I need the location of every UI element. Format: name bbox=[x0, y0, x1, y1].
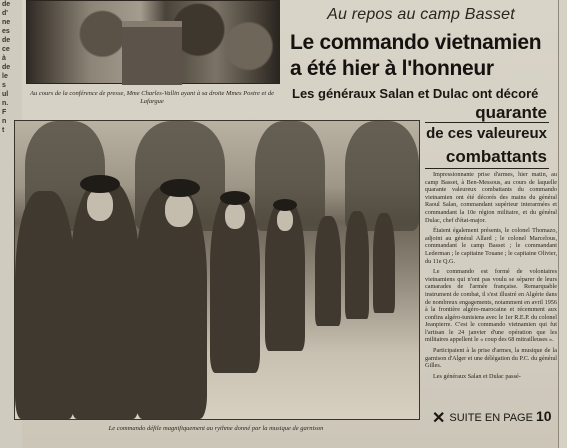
article-body bbox=[425, 171, 557, 383]
divider-rule bbox=[425, 122, 549, 123]
continued-text: SUITE EN PAGE bbox=[449, 412, 533, 424]
next-column-edge bbox=[558, 0, 567, 448]
article-paragraph: Impressionnante prise d'armes, hier matin, au camp Basset, à Ben-Messous, au cours de laquelle quarante valeureux combattants du commando vietnamien ont été décorés des mains du général Raoul Salan, commandant supérieur interarmées et commandant la 10e région militaire, et du général Dulac, chef d'état-major. bbox=[425, 171, 557, 224]
soldier-figure bbox=[345, 211, 369, 319]
article-paragraph: Le commando est formé de volontaires vietnamiens qui n'ont pas voulu se séparer de leurs camarades de l'armée française. Remarquable instrument de combat, il s'est illustré en Algérie dans de nombreux engagements, notamment en avril 1956 à la frontière algéro-marocaine et récemment aux confins algéro-tunisiens avec le 1er R.E.P. du colonel Jeanpierre. C'est le commando vietnamien qui fut l'artisan le 24 janvier d'une opération que les militaires appellent le « coup des 68 mitrailleuses ». bbox=[425, 268, 557, 344]
strip-fragment: d' bbox=[2, 10, 8, 17]
subhead-line: quarante bbox=[475, 103, 547, 122]
parade-photo bbox=[14, 120, 420, 420]
soldier-figure bbox=[315, 216, 341, 326]
soldier-face bbox=[165, 193, 193, 227]
headline-line: a été hier à l'honneur bbox=[290, 57, 494, 80]
strip-fragment: ul bbox=[2, 91, 9, 98]
strip-fragment: le bbox=[2, 73, 8, 80]
soldier-beret bbox=[160, 179, 200, 197]
article-paragraph: Étaient également présents, le colonel Thomazo, adjoint au général Allard ; le colonel Marcelous, commandant le camp Basset ; le commandant Lederman ; le capitaine Touane ; le capitaine Olivier, du 11e Q.G. bbox=[425, 227, 557, 265]
soldier-face bbox=[277, 209, 293, 231]
strip-fragment: s bbox=[2, 82, 6, 89]
strip-fragment: es bbox=[2, 28, 10, 35]
subhead-line: de ces valeureux bbox=[426, 125, 547, 142]
article-paragraph: Participaient à la prise d'armes, la musique de la garnison d'Alger et une délégation du P.C. du général Gilles. bbox=[425, 347, 557, 370]
article-paragraph: Les généraux Salan et Dulac passé- bbox=[433, 372, 521, 380]
strip-fragment: F bbox=[2, 109, 7, 116]
continued-page-number: 10 bbox=[536, 408, 552, 424]
article-headline bbox=[290, 30, 552, 82]
parade-photo-caption: Le commando défile magnifiquement au rythme donné par la musique de garnison bbox=[108, 425, 324, 432]
strip-fragment: ce bbox=[2, 46, 10, 53]
press-conference-photo bbox=[26, 0, 280, 84]
strip-fragment: de bbox=[2, 37, 11, 44]
soldier-figure bbox=[15, 191, 75, 419]
strip-fragment: n bbox=[2, 118, 7, 125]
subhead-line: combattants bbox=[445, 147, 547, 166]
strip-fragment: n. bbox=[2, 100, 9, 107]
strip-fragment: à bbox=[2, 55, 6, 62]
soldier-beret bbox=[273, 199, 297, 211]
photo-table bbox=[122, 21, 182, 85]
strip-fragment: t bbox=[2, 127, 5, 134]
soldier-figure bbox=[373, 213, 395, 313]
soldier-face bbox=[87, 189, 113, 221]
continued-notice bbox=[432, 408, 562, 428]
strip-fragment: de bbox=[2, 1, 11, 8]
subhead-line: Les généraux Salan et Dulac ont décoré bbox=[292, 86, 539, 101]
article-kicker: Au repos au camp Basset bbox=[327, 6, 515, 23]
divider-rule bbox=[425, 168, 549, 169]
cross-marker-icon: ✕ bbox=[432, 410, 446, 427]
headline-line: Le commando vietnamien bbox=[290, 31, 542, 54]
strip-fragment: ne bbox=[2, 19, 11, 26]
top-photo-caption: Au cours de la conférence de presse, Mme Charles-Vallin ayant à sa droite Mmes Postre et de Lafargue bbox=[30, 90, 274, 105]
strip-fragment: de bbox=[2, 64, 11, 71]
soldier-beret bbox=[220, 191, 250, 205]
soldier-beret bbox=[80, 175, 120, 193]
soldier-face bbox=[225, 203, 245, 229]
